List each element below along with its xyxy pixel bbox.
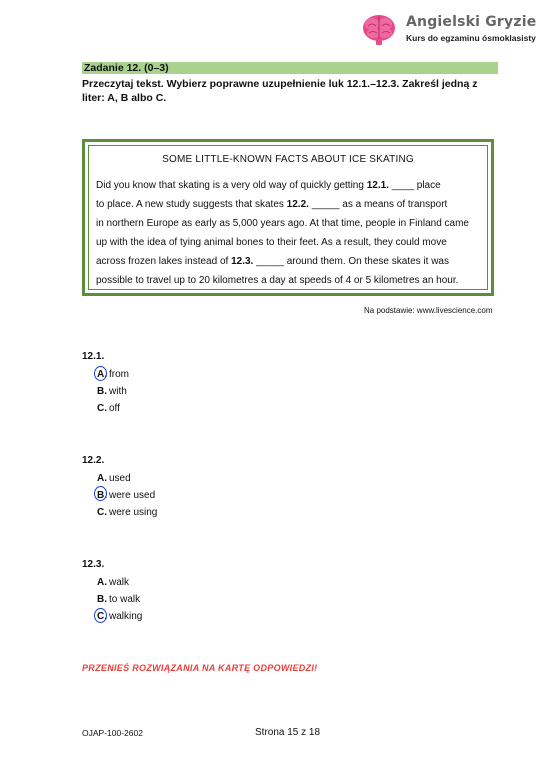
reading-text-body (96, 176, 480, 290)
option-12-1-b[interactable]: B. with (97, 386, 127, 397)
option-12-2-b[interactable]: B. were used (97, 490, 156, 501)
option-12-2-c[interactable]: C. were using (97, 507, 158, 518)
question-number-12-3: 12.3. (82, 559, 105, 570)
task-instruction: Przeczytaj tekst. Wybierz poprawne uzupełnienie luk 12.1.–12.3. Zakreśl jedną z liter: A, B albo C. (82, 78, 478, 104)
task-title: Zadanie 12. (0–3) (84, 62, 169, 74)
answer-circle-12-1 (94, 366, 107, 381)
text-line: up with the idea of tying animal bones to their feet. As a result, they could move (96, 237, 447, 248)
exam-code: OJAP-100-2602 (82, 728, 143, 738)
text-line: to place. A new study suggests that skates 12.2. _____ as a means of transport (96, 199, 448, 210)
option-12-3-a[interactable]: A. walk (97, 577, 130, 588)
logo-subtitle: Kurs do egzaminu ósmoklasisty (406, 33, 536, 43)
option-12-2-a[interactable]: A. used (97, 473, 131, 484)
reading-text-title: SOME LITTLE-KNOWN FACTS ABOUT ICE SKATING (162, 154, 414, 165)
option-12-1-a[interactable]: A. from (97, 369, 129, 380)
option-12-3-c[interactable]: C. walking (97, 611, 143, 622)
brain-icon (360, 12, 398, 46)
text-line: across frozen lakes instead of 12.3. _____ around them. On these skates it was (96, 256, 449, 267)
answer-circle-12-3 (94, 608, 107, 623)
reading-text-box (82, 139, 494, 296)
text-line: in northern Europe as early as 5,000 years ago. At that time, people in Finland came (96, 218, 469, 229)
text-line: possible to travel up to 20 kilometres a day at speeds of 4 or 5 kilometres an hour. (96, 275, 459, 286)
page-number: Strona 15 z 18 (255, 727, 321, 738)
option-12-3-b[interactable]: B. to walk (97, 594, 141, 605)
question-number-12-1: 12.1. (82, 351, 105, 362)
brand-logo (360, 12, 540, 52)
answer-circle-12-2 (94, 486, 107, 501)
text-line: Did you know that skating is a very old way of quickly getting 12.1. ____ place (96, 180, 441, 191)
question-number-12-2: 12.2. (82, 455, 105, 466)
option-12-1-c[interactable]: C. off (97, 403, 120, 414)
transfer-answers-note: PRZENIEŚ ROZWIĄZANIA NA KARTĘ ODPOWIEDZI! (82, 663, 318, 673)
logo-title: Angielski Gryzie (406, 14, 537, 30)
source-note: Na podstawie: www.livescience.com (364, 306, 493, 315)
